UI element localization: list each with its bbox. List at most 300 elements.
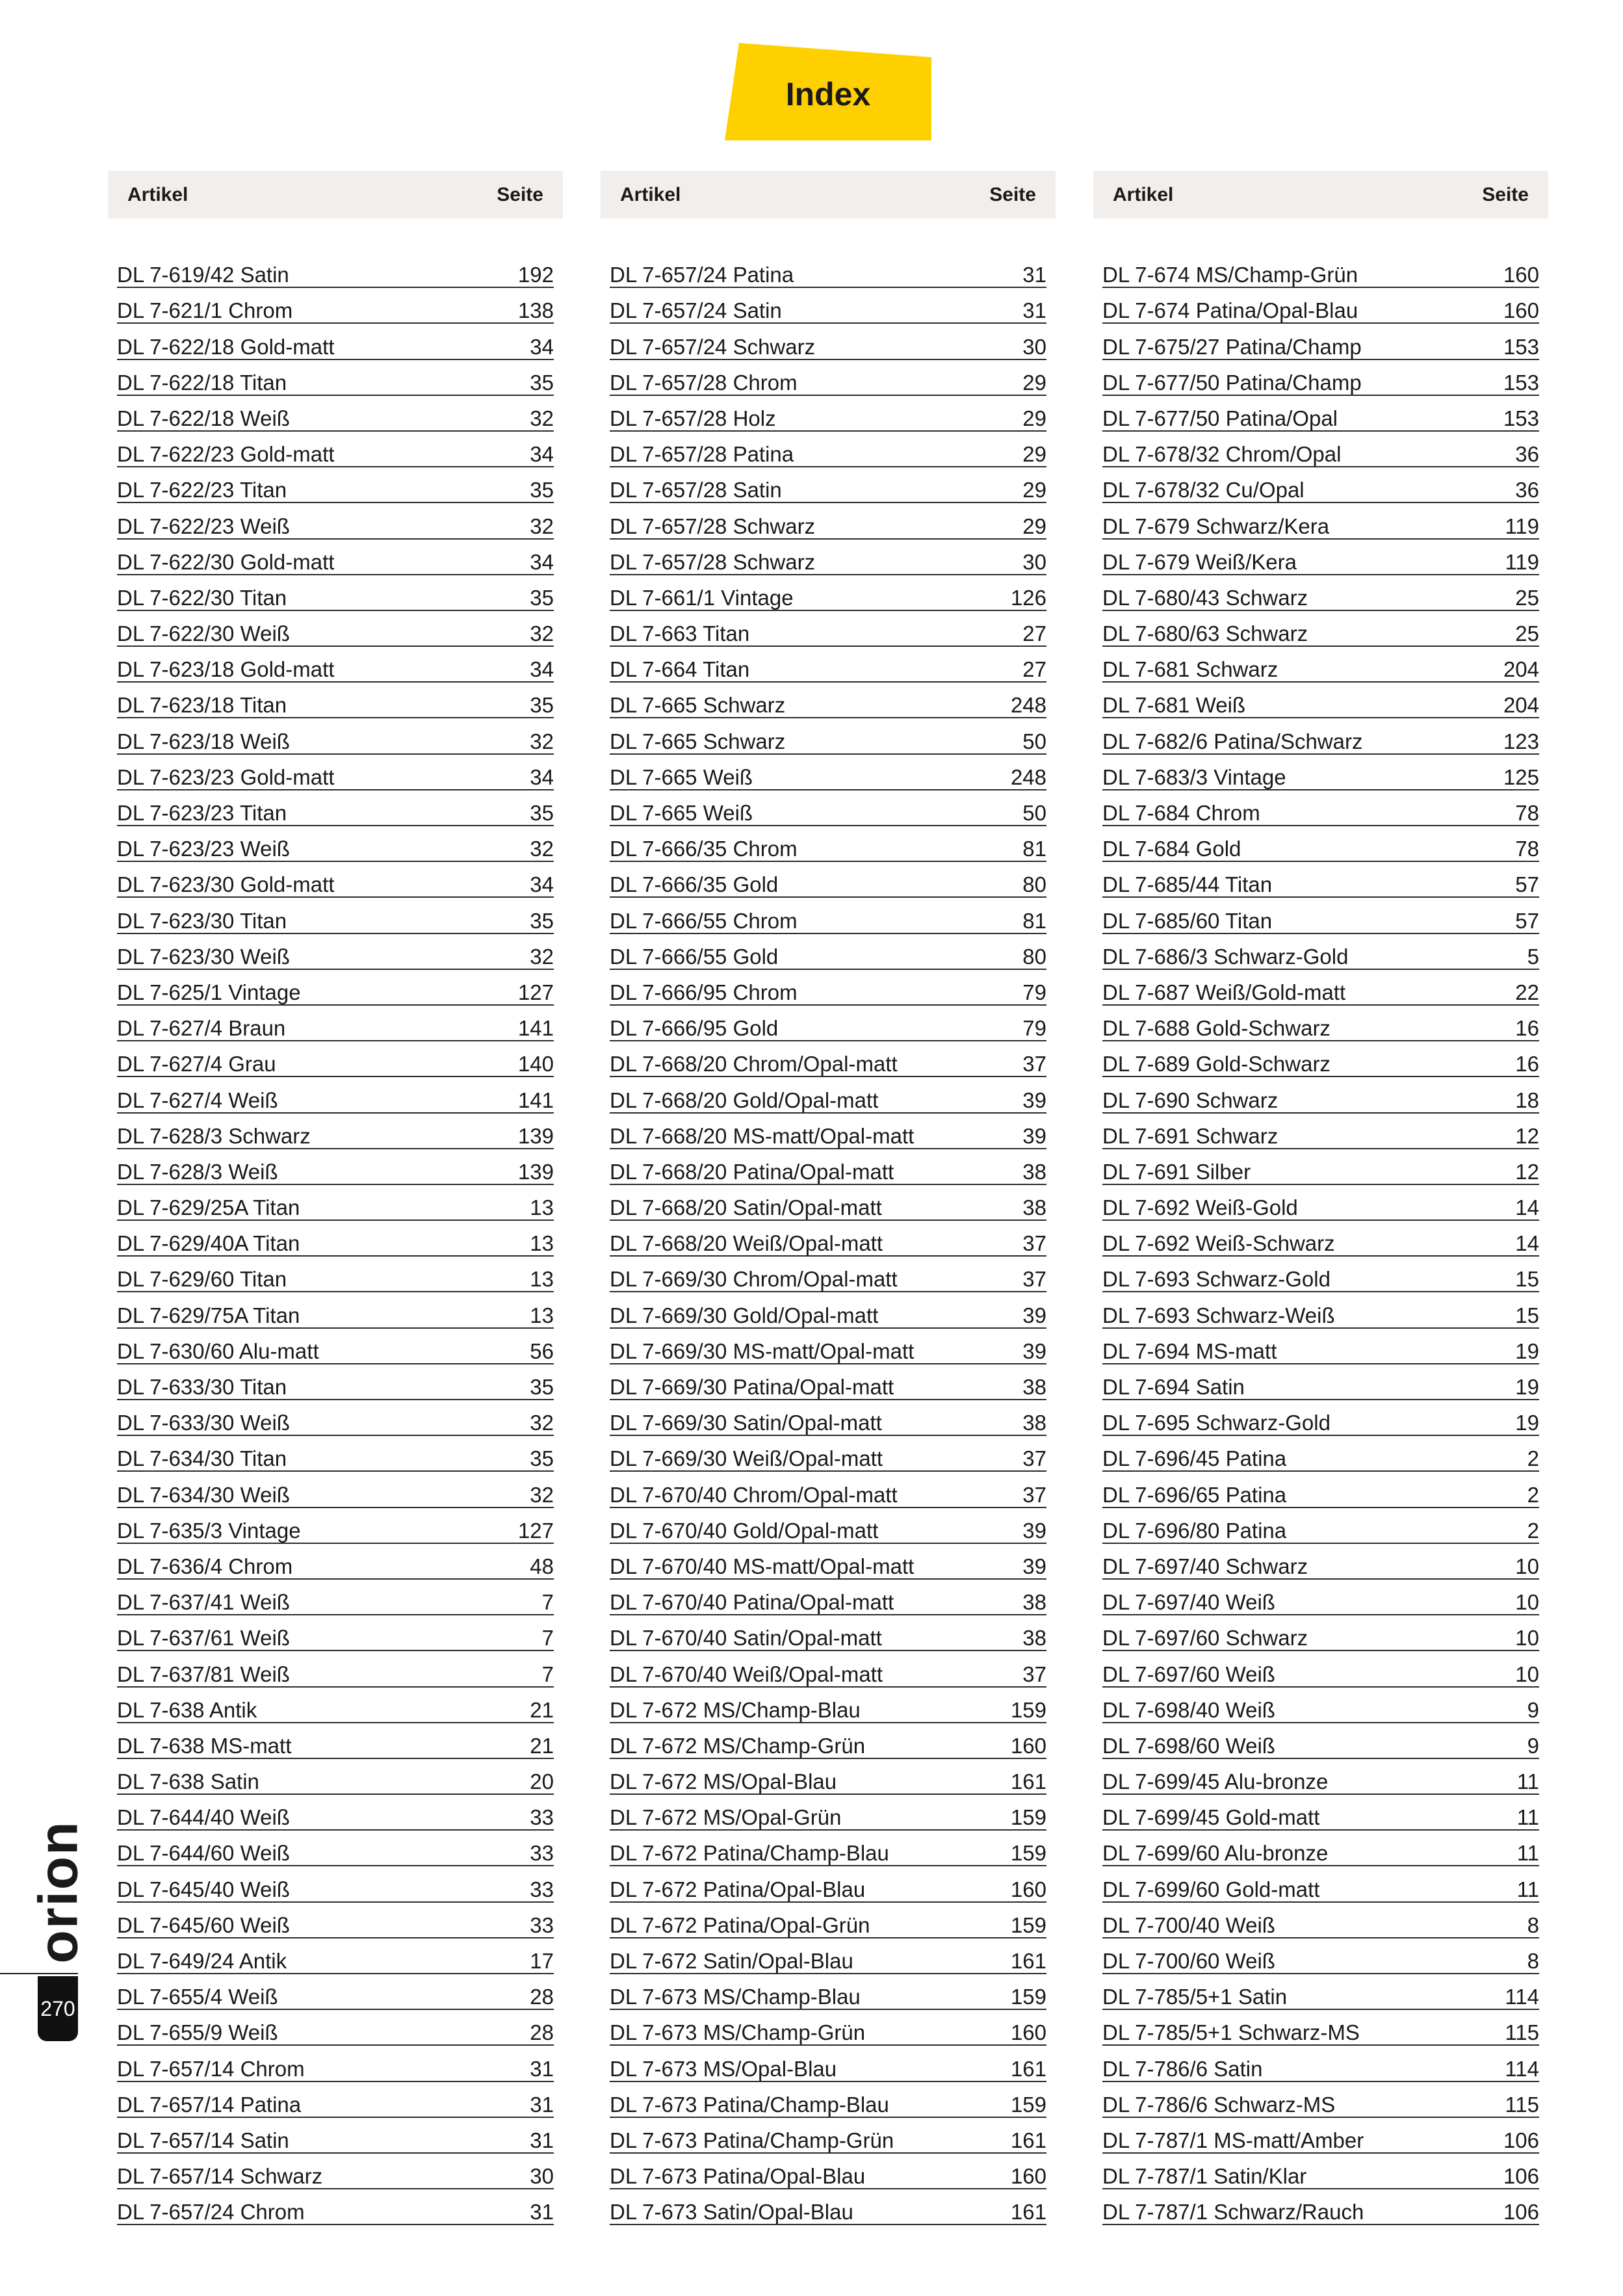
page-reference: 140 <box>517 1052 554 1076</box>
index-row[interactable] <box>117 1364 554 1400</box>
index-row[interactable] <box>117 324 554 359</box>
article-name: DL 7-622/30 Weiß <box>117 621 290 646</box>
index-row[interactable] <box>610 396 1046 432</box>
index-row[interactable] <box>610 1831 1046 1866</box>
page-reference: 9 <box>1527 1733 1539 1758</box>
article-name: DL 7-681 Schwarz <box>1102 657 1279 682</box>
index-row[interactable] <box>610 1866 1046 1902</box>
article-name: DL 7-672 Patina/Champ-Blau <box>610 1841 889 1866</box>
page-reference: 160 <box>1010 1877 1046 1901</box>
page-reference: 33 <box>530 1912 554 1937</box>
page-reference: 29 <box>1022 442 1046 467</box>
brand-logo <box>27 1801 89 1983</box>
article-name: DL 7-645/40 Weiß <box>117 1877 290 1901</box>
page-reference: 29 <box>1022 406 1046 430</box>
index-row[interactable] <box>610 2046 1046 2081</box>
article-name: DL 7-623/23 Weiß <box>117 837 290 861</box>
index-row[interactable] <box>117 1903 554 1938</box>
article-name: DL 7-629/60 Titan <box>117 1267 287 1292</box>
article-name: DL 7-666/35 Gold <box>610 872 779 897</box>
index-row[interactable] <box>117 755 554 790</box>
article-name: DL 7-669/30 Patina/Opal-matt <box>610 1375 894 1399</box>
page-reference: 38 <box>1022 1159 1046 1184</box>
page-reference: 34 <box>530 334 554 359</box>
page-reference: 34 <box>530 549 554 574</box>
index-row[interactable] <box>1102 647 1539 683</box>
index-row[interactable] <box>610 1903 1046 1938</box>
index-row[interactable] <box>117 1329 554 1364</box>
index-row[interactable] <box>117 790 554 826</box>
index-row[interactable] <box>117 1938 554 1974</box>
index-row[interactable] <box>1102 1185 1539 1221</box>
page-reference: 34 <box>530 764 554 789</box>
index-row[interactable] <box>117 503 554 539</box>
article-name: DL 7-670/40 MS-matt/Opal-matt <box>610 1554 915 1578</box>
index-row[interactable] <box>1102 2010 1539 2046</box>
index-row[interactable] <box>117 1041 554 1077</box>
page-reference: 127 <box>517 980 554 1004</box>
article-name: DL 7-672 MS/Opal-Grün <box>610 1805 842 1830</box>
article-name: DL 7-699/60 Gold-matt <box>1102 1877 1320 1901</box>
index-row[interactable] <box>1102 575 1539 611</box>
index-row[interactable] <box>1102 288 1539 324</box>
page-reference: 114 <box>1505 2056 1539 2081</box>
index-row[interactable] <box>1102 1436 1539 1472</box>
index-row[interactable] <box>1102 862 1539 898</box>
index-row[interactable] <box>117 575 554 611</box>
index-row[interactable] <box>1102 718 1539 754</box>
page-reference: 50 <box>1022 801 1046 825</box>
article-name: DL 7-678/32 Chrom/Opal <box>1102 442 1342 467</box>
index-row[interactable] <box>1102 1329 1539 1364</box>
page-reference: 32 <box>530 406 554 430</box>
index-row[interactable] <box>117 862 554 898</box>
page-reference: 25 <box>1515 585 1539 610</box>
index-row[interactable] <box>117 467 554 503</box>
article-name: DL 7-696/80 Patina <box>1102 1518 1287 1543</box>
index-row[interactable] <box>610 683 1046 718</box>
index-row[interactable] <box>1102 1580 1539 1615</box>
index-row[interactable] <box>1102 2082 1539 2118</box>
page-reference: 32 <box>530 944 554 969</box>
index-row[interactable] <box>117 1436 554 1472</box>
index-row[interactable] <box>117 934 554 970</box>
article-name: DL 7-625/1 Vintage <box>117 980 301 1004</box>
page-reference: 39 <box>1022 1338 1046 1363</box>
page-reference: 11 <box>1516 1877 1539 1901</box>
index-row[interactable] <box>1102 1544 1539 1580</box>
index-row[interactable] <box>610 1974 1046 2010</box>
article-name: DL 7-657/28 Patina <box>610 442 794 467</box>
index-row[interactable] <box>610 1795 1046 1831</box>
page-reference: 38 <box>1022 1626 1046 1650</box>
index-row[interactable] <box>610 1077 1046 1113</box>
index-row[interactable] <box>610 1329 1046 1364</box>
index-row[interactable] <box>1102 360 1539 396</box>
index-row[interactable] <box>117 1508 554 1544</box>
index-row[interactable] <box>1102 252 1539 288</box>
page-reference: 31 <box>1022 298 1046 323</box>
article-name: DL 7-623/18 Gold-matt <box>117 657 335 682</box>
page-reference: 9 <box>1527 1697 1539 1722</box>
index-row[interactable] <box>610 467 1046 503</box>
page-reference: 106 <box>1503 2200 1539 2224</box>
page-reference: 32 <box>530 1482 554 1507</box>
page-reference: 248 <box>1010 764 1046 789</box>
index-row[interactable] <box>117 970 554 1006</box>
index-row[interactable] <box>1102 1974 1539 2010</box>
article-name: DL 7-674 MS/Champ-Grün <box>1102 263 1358 287</box>
index-row[interactable] <box>610 1723 1046 1759</box>
article-name: DL 7-673 Patina/Champ-Blau <box>610 2092 889 2117</box>
page-reference: 10 <box>1515 1662 1539 1686</box>
index-row[interactable] <box>117 826 554 862</box>
article-name: DL 7-666/35 Chrom <box>610 837 798 861</box>
article-name: DL 7-787/1 Schwarz/Rauch <box>1102 2200 1364 2224</box>
index-row[interactable] <box>117 1651 554 1687</box>
page-reference: 37 <box>1022 1446 1046 1471</box>
column-header-artikel: Artikel <box>127 183 188 205</box>
index-row[interactable] <box>117 2010 554 2046</box>
article-name: DL 7-675/27 Patina/Champ <box>1102 334 1362 359</box>
index-row[interactable] <box>117 1723 554 1759</box>
article-name: DL 7-657/14 Patina <box>117 2092 302 2117</box>
page-reference: 39 <box>1022 1303 1046 1327</box>
index-row[interactable] <box>610 2154 1046 2189</box>
article-name: DL 7-637/81 Weiß <box>117 1662 290 1686</box>
page-reference: 161 <box>1010 2128 1046 2152</box>
index-row[interactable] <box>117 1221 554 1257</box>
page-reference: 33 <box>530 1841 554 1866</box>
article-name: DL 7-629/25A Titan <box>117 1195 300 1220</box>
index-row[interactable] <box>610 1544 1046 1580</box>
index-row[interactable] <box>610 970 1046 1006</box>
index-row[interactable] <box>610 252 1046 288</box>
index-row[interactable] <box>117 2189 554 2225</box>
article-name: DL 7-674 Patina/Opal-Blau <box>1102 298 1358 323</box>
index-row[interactable] <box>117 1974 554 2010</box>
article-name: DL 7-657/24 Chrom <box>117 2200 305 2224</box>
article-name: DL 7-696/65 Patina <box>1102 1482 1287 1507</box>
page-reference: 138 <box>517 298 554 323</box>
page-reference: 139 <box>517 1159 554 1184</box>
index-row[interactable] <box>1102 1615 1539 1651</box>
article-name: DL 7-663 Titan <box>610 621 750 646</box>
index-row[interactable] <box>610 1508 1046 1544</box>
page-reference: 11 <box>1516 1769 1539 1794</box>
page-reference: 39 <box>1022 1088 1046 1112</box>
index-row[interactable] <box>117 1615 554 1651</box>
page-reference: 153 <box>1503 370 1539 395</box>
page-reference: 38 <box>1022 1375 1046 1399</box>
index-row[interactable] <box>117 1185 554 1221</box>
article-name: DL 7-692 Weiß-Gold <box>1102 1195 1298 1220</box>
page-reference: 161 <box>1010 2056 1046 2081</box>
article-name: DL 7-657/28 Schwarz <box>610 514 816 538</box>
index-row[interactable] <box>610 1364 1046 1400</box>
article-name: DL 7-697/60 Schwarz <box>1102 1626 1308 1650</box>
article-name: DL 7-699/45 Gold-matt <box>1102 1805 1320 1830</box>
index-row[interactable] <box>117 898 554 933</box>
index-row[interactable] <box>610 324 1046 359</box>
index-row[interactable] <box>610 288 1046 324</box>
index-row[interactable] <box>1102 1114 1539 1149</box>
index-row[interactable] <box>610 575 1046 611</box>
index-row[interactable] <box>610 1400 1046 1436</box>
index-row[interactable] <box>1102 1723 1539 1759</box>
index-row[interactable] <box>1102 1831 1539 1866</box>
article-name: DL 7-678/32 Cu/Opal <box>1102 478 1305 502</box>
article-name: DL 7-680/63 Schwarz <box>1102 621 1308 646</box>
article-name: DL 7-699/45 Alu-bronze <box>1102 1769 1329 1794</box>
index-row[interactable] <box>1102 934 1539 970</box>
index-row[interactable] <box>610 1436 1046 1472</box>
article-name: DL 7-665 Schwarz <box>610 729 786 753</box>
page-reference: 160 <box>1010 2020 1046 2045</box>
index-row[interactable] <box>117 1077 554 1113</box>
index-row[interactable] <box>1102 898 1539 933</box>
page-reference: 35 <box>530 693 554 718</box>
page-reference: 2 <box>1527 1482 1539 1507</box>
index-row[interactable] <box>610 1041 1046 1077</box>
index-row[interactable] <box>1102 1149 1539 1185</box>
index-row[interactable] <box>117 1472 554 1507</box>
page-reference: 33 <box>530 1877 554 1901</box>
article-name: DL 7-670/40 Satin/Opal-matt <box>610 1626 882 1650</box>
index-row[interactable] <box>610 611 1046 647</box>
article-name: DL 7-684 Chrom <box>1102 801 1260 825</box>
index-row[interactable] <box>610 2082 1046 2118</box>
index-row[interactable] <box>1102 1508 1539 1544</box>
page-reference: 38 <box>1022 1411 1046 1435</box>
index-row[interactable] <box>610 1185 1046 1221</box>
index-row[interactable] <box>1102 1077 1539 1113</box>
index-row[interactable] <box>610 1292 1046 1328</box>
index-row[interactable] <box>117 2082 554 2118</box>
article-name: DL 7-691 Silber <box>1102 1159 1251 1184</box>
page-reference: 160 <box>1010 1733 1046 1758</box>
index-row[interactable] <box>610 1651 1046 1687</box>
page-reference: 19 <box>1515 1338 1539 1363</box>
article-name: DL 7-785/5+1 Schwarz-MS <box>1102 2020 1360 2045</box>
index-row[interactable] <box>117 2118 554 2154</box>
index-row[interactable] <box>610 1221 1046 1257</box>
index-list <box>108 252 563 2225</box>
article-name: DL 7-665 Weiß <box>610 801 753 825</box>
index-row[interactable] <box>1102 1938 1539 1974</box>
index-row[interactable] <box>117 396 554 432</box>
index-row[interactable] <box>610 826 1046 862</box>
index-row[interactable] <box>610 503 1046 539</box>
index-row[interactable] <box>1102 1364 1539 1400</box>
index-row[interactable] <box>1102 432 1539 467</box>
index-row[interactable] <box>117 1580 554 1615</box>
index-row[interactable] <box>117 1795 554 1831</box>
article-name: DL 7-679 Schwarz/Kera <box>1102 514 1330 538</box>
article-name: DL 7-688 Gold-Schwarz <box>1102 1016 1331 1041</box>
index-row[interactable] <box>1102 324 1539 359</box>
index-row[interactable] <box>1102 755 1539 790</box>
index-row[interactable] <box>1102 467 1539 503</box>
page-reference: 30 <box>530 2164 554 2189</box>
index-row[interactable] <box>117 1257 554 1292</box>
index-row[interactable] <box>117 1544 554 1580</box>
index-row[interactable] <box>117 611 554 647</box>
index-row[interactable] <box>117 1292 554 1328</box>
index-row[interactable] <box>1102 826 1539 862</box>
index-row[interactable] <box>1102 1688 1539 1723</box>
page-reference: 125 <box>1503 764 1539 789</box>
index-row[interactable] <box>610 934 1046 970</box>
article-name: DL 7-623/23 Gold-matt <box>117 764 335 789</box>
article-name: DL 7-689 Gold-Schwarz <box>1102 1052 1331 1076</box>
index-row[interactable] <box>1102 1795 1539 1831</box>
index-row[interactable] <box>1102 790 1539 826</box>
page-reference: 160 <box>1503 298 1539 323</box>
page-reference: 39 <box>1022 1554 1046 1578</box>
index-row[interactable] <box>117 1831 554 1866</box>
index-row[interactable] <box>1102 1903 1539 1938</box>
index-row[interactable] <box>1102 1866 1539 1902</box>
index-row[interactable] <box>1102 1221 1539 1257</box>
index-row[interactable] <box>1102 396 1539 432</box>
index-row[interactable] <box>610 1114 1046 1149</box>
index-row[interactable] <box>117 1006 554 1041</box>
article-name: DL 7-619/42 Satin <box>117 263 289 287</box>
index-row[interactable] <box>610 898 1046 933</box>
article-name: DL 7-673 Satin/Opal-Blau <box>610 2200 853 2224</box>
page-reference: 159 <box>1010 1805 1046 1830</box>
index-row[interactable] <box>1102 2189 1539 2225</box>
index-row[interactable] <box>610 647 1046 683</box>
index-row[interactable] <box>1102 1257 1539 1292</box>
article-name: DL 7-623/30 Gold-matt <box>117 872 335 897</box>
index-row[interactable] <box>117 1866 554 1902</box>
article-name: DL 7-628/3 Weiß <box>117 1159 278 1184</box>
page-reference: 13 <box>530 1303 554 1327</box>
index-row[interactable] <box>117 2154 554 2189</box>
article-name: DL 7-672 MS/Champ-Blau <box>610 1697 861 1722</box>
page-reference: 106 <box>1503 2164 1539 2189</box>
index-row[interactable] <box>117 540 554 575</box>
index-row[interactable] <box>610 1580 1046 1615</box>
index-row[interactable] <box>117 1149 554 1185</box>
index-row[interactable] <box>117 647 554 683</box>
page-reference: 29 <box>1022 514 1046 538</box>
page-reference: 79 <box>1022 980 1046 1004</box>
index-row[interactable] <box>610 755 1046 790</box>
index-row[interactable] <box>1102 540 1539 575</box>
index-row[interactable] <box>117 718 554 754</box>
index-row[interactable] <box>117 683 554 718</box>
index-row[interactable] <box>610 862 1046 898</box>
page-reference: 35 <box>530 1446 554 1471</box>
index-row[interactable] <box>1102 1759 1539 1795</box>
page-reference: 10 <box>1515 1590 1539 1615</box>
index-row[interactable] <box>117 1114 554 1149</box>
article-name: DL 7-672 Patina/Opal-Grün <box>610 1912 870 1937</box>
page-reference: 48 <box>530 1554 554 1578</box>
page-reference: 115 <box>1505 2092 1539 2117</box>
index-row[interactable] <box>1102 683 1539 718</box>
page-reference: 29 <box>1022 370 1046 395</box>
article-name: DL 7-657/24 Patina <box>610 263 794 287</box>
page-reference: 15 <box>1515 1267 1539 1292</box>
page-reference: 78 <box>1515 801 1539 825</box>
index-row[interactable] <box>610 432 1046 467</box>
article-name: DL 7-623/23 Titan <box>117 801 287 825</box>
index-row[interactable] <box>610 1759 1046 1795</box>
page-reference: 34 <box>530 657 554 682</box>
index-row[interactable] <box>610 1149 1046 1185</box>
page-reference: 27 <box>1022 621 1046 646</box>
index-row[interactable] <box>1102 1472 1539 1507</box>
index-row[interactable] <box>1102 970 1539 1006</box>
index-column-2 <box>601 171 1056 2225</box>
page-reference: 35 <box>530 908 554 933</box>
index-row[interactable] <box>117 252 554 288</box>
page-reference: 12 <box>1515 1159 1539 1184</box>
article-name: DL 7-668/20 Satin/Opal-matt <box>610 1195 882 1220</box>
index-row[interactable] <box>117 1400 554 1436</box>
article-name: DL 7-630/60 Alu-matt <box>117 1338 319 1363</box>
index-row[interactable] <box>610 2189 1046 2225</box>
page-reference: 15 <box>1515 1303 1539 1327</box>
index-row[interactable] <box>1102 2046 1539 2081</box>
index-row[interactable] <box>117 288 554 324</box>
index-row[interactable] <box>117 432 554 467</box>
index-row[interactable] <box>610 1688 1046 1723</box>
index-row[interactable] <box>117 1759 554 1795</box>
page-reference: 21 <box>530 1733 554 1758</box>
index-row[interactable] <box>117 1688 554 1723</box>
article-name: DL 7-690 Schwarz <box>1102 1088 1279 1112</box>
index-row[interactable] <box>610 540 1046 575</box>
index-row[interactable] <box>610 790 1046 826</box>
index-row[interactable] <box>610 1472 1046 1507</box>
index-row[interactable] <box>1102 1400 1539 1436</box>
index-row[interactable] <box>610 2010 1046 2046</box>
index-row[interactable] <box>610 2118 1046 2154</box>
index-row[interactable] <box>1102 2154 1539 2189</box>
index-row[interactable] <box>1102 1006 1539 1041</box>
page-reference: 34 <box>530 442 554 467</box>
index-row[interactable] <box>610 1257 1046 1292</box>
index-row[interactable] <box>1102 611 1539 647</box>
index-row[interactable] <box>1102 503 1539 539</box>
page-reference: 115 <box>1505 2020 1539 2045</box>
index-row[interactable] <box>610 1006 1046 1041</box>
index-row[interactable] <box>610 360 1046 396</box>
index-row[interactable] <box>1102 1292 1539 1328</box>
index-row[interactable] <box>1102 2118 1539 2154</box>
article-name: DL 7-694 Satin <box>1102 1375 1245 1399</box>
article-name: DL 7-661/1 Vintage <box>610 585 794 610</box>
index-row[interactable] <box>610 1615 1046 1651</box>
article-name: DL 7-692 Weiß-Schwarz <box>1102 1231 1335 1256</box>
index-row[interactable] <box>117 2046 554 2081</box>
page-reference: 37 <box>1022 1052 1046 1076</box>
index-row[interactable] <box>610 718 1046 754</box>
index-row[interactable] <box>117 360 554 396</box>
article-name: DL 7-649/24 Antik <box>117 1949 287 1973</box>
article-name: DL 7-685/44 Titan <box>1102 872 1273 897</box>
index-row[interactable] <box>1102 1651 1539 1687</box>
page-reference: 30 <box>1022 549 1046 574</box>
page-reference: 32 <box>530 729 554 753</box>
index-row[interactable] <box>1102 1041 1539 1077</box>
index-row[interactable] <box>610 1938 1046 1974</box>
